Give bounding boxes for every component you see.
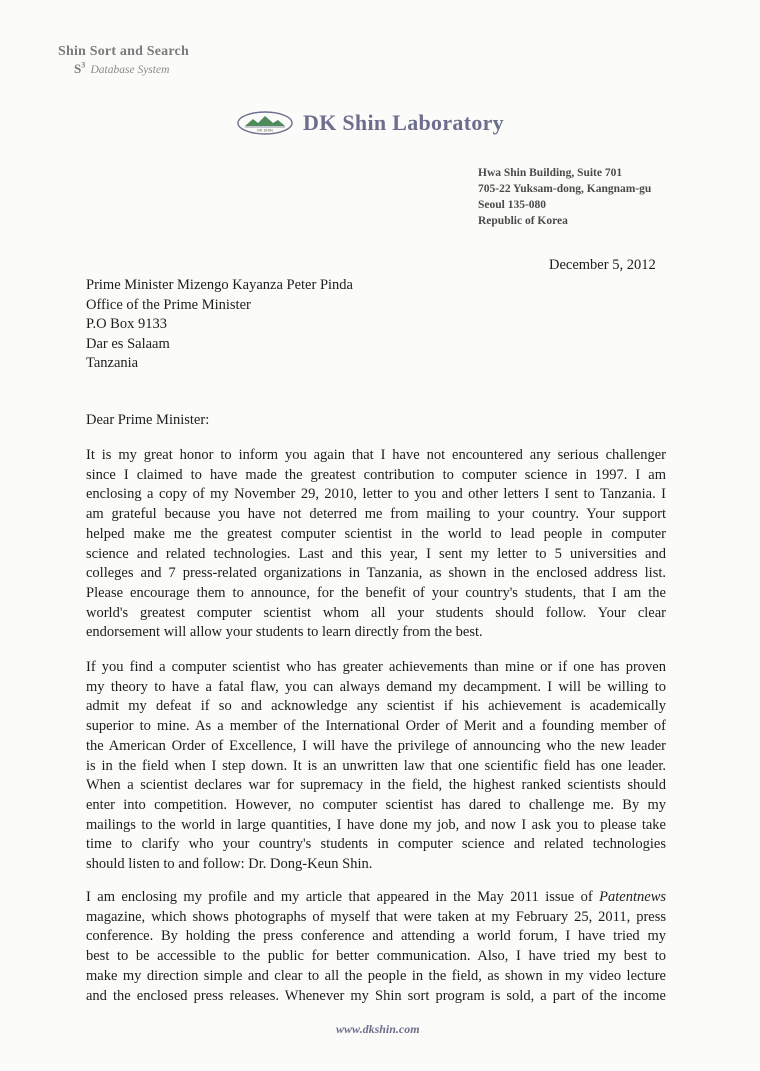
text-line: When a scientist declares war for supremacy in the field, the highest ranked scientists should — [86, 777, 666, 794]
address-line: Seoul 135-080 — [478, 199, 547, 211]
text-line: time to clarify who your country's students in computer science and related technologies — [86, 836, 666, 853]
text-line: my theory to have a fatal flaw, you can always demand my decampment. I will be willing to — [86, 678, 666, 695]
text-line: am grateful because you have not deterred me from mailing to your country. Your support — [86, 506, 666, 523]
text-line: endorsement will allow your students to learn directly from the best. — [86, 624, 483, 641]
text-line: mailings to the world in large quantities, I have done my job, and now I ask you to please take — [86, 816, 666, 833]
salutation: Dear Prime Minister: — [86, 412, 210, 428]
text-line: enter into competition. However, no computer scientist has dared to challenge me. By my — [86, 796, 666, 813]
recipient-line: Tanzania — [86, 355, 139, 371]
lab-title: DK Shin Laboratory — [303, 110, 504, 135]
text-line: the American Order of Excellence, I will have the privilege of announcing who the new leader — [86, 737, 666, 754]
recipient-address — [86, 276, 353, 374]
text-line: helped make me the greatest computer scientist in the world to lead people in computer — [86, 525, 666, 542]
text-line: should listen to and follow: Dr. Dong-Keun Shin. — [86, 856, 373, 873]
text-line: magazine, which shows photographs of myself that were taken at my February 25, 2011, press — [86, 908, 666, 925]
recipient-line: P.O Box 9133 — [86, 316, 167, 332]
paragraph-3 — [86, 888, 666, 1006]
mountain-logo-icon — [237, 111, 293, 135]
text-line: Please encourage them to announce, for the benefit of your country's students, that I am the — [86, 584, 666, 601]
address-line: Hwa Shin Building, Suite 701 — [478, 167, 623, 179]
footer-website-link[interactable]: www.dkshin.com — [336, 1022, 420, 1036]
logo-text: DK SHIN — [257, 128, 273, 133]
sender-address — [478, 165, 651, 229]
letter-date: December 5, 2012 — [549, 257, 656, 273]
text-line: colleges and 7 press-related organizations in Tanzania, as shown in the enclosed address list. — [86, 565, 666, 582]
text-line: best to be accessible to the public for better communication. Also, I have tried my best to — [86, 948, 666, 965]
text-line: world's greatest computer scientist whom all your students should follow. Your clear — [86, 604, 666, 621]
address-line: 705-22 Yuksam-dong, Kangnam-gu — [478, 183, 652, 195]
text-line: admit my defeat if so and acknowledge any scientist if his achievement is academically — [86, 698, 666, 715]
publication-title: Patentnews — [599, 889, 667, 905]
paragraph-1 — [86, 446, 666, 643]
text-line: enclosing a copy of my November 29, 2010, letter to you and other letters I sent to Tanzania. I — [86, 486, 666, 503]
brand-name: Shin Sort and Search — [58, 44, 189, 59]
text-line: is in the field when I step down. It is an unwritten law that one scientific field has one leader. — [86, 757, 666, 774]
recipient-line: Prime Minister Mizengo Kayanza Peter Pinda — [86, 277, 353, 293]
brand-subtitle-line — [74, 61, 189, 77]
recipient-line: Dar es Salaam — [86, 335, 170, 352]
address-line: Republic of Korea — [478, 215, 568, 227]
letterhead-brand — [58, 44, 189, 77]
text-line: science and related technologies. Last and this year, I sent my letter to 5 universities and — [86, 545, 666, 562]
text-line: superior to mine. As a member of the International Order of Merit and a founding member of — [86, 718, 666, 735]
s3-mark: $S^3$ — [74, 61, 86, 77]
text-line: and the enclosed press releases. Whenever my Shin sort program is sold, a part of the income — [86, 987, 666, 1004]
text-line: make my direction simple and clear to all the people in the field, as shown in my video lecture — [86, 967, 666, 984]
lab-header — [237, 110, 504, 136]
text-line: since I claimed to have made the greatest contribution to computer science in 1997. I am — [86, 466, 666, 483]
paragraph-2 — [86, 658, 666, 875]
brand-subtitle: Database System — [90, 64, 170, 77]
text-line: conference. By holding the press conference and attending a world forum, I have tried my — [86, 928, 666, 945]
recipient-line: Office of the Prime Minister — [86, 296, 251, 313]
text-line: If you find a computer scientist who has greater achievements than mine or if one has proven — [86, 659, 666, 675]
text-line: I am enclosing my profile and my article that appeared in the May 2011 issue of Patentnews — [86, 889, 667, 905]
text-line: It is my great honor to inform you again that I have not encountered any serious challenger — [86, 447, 666, 463]
